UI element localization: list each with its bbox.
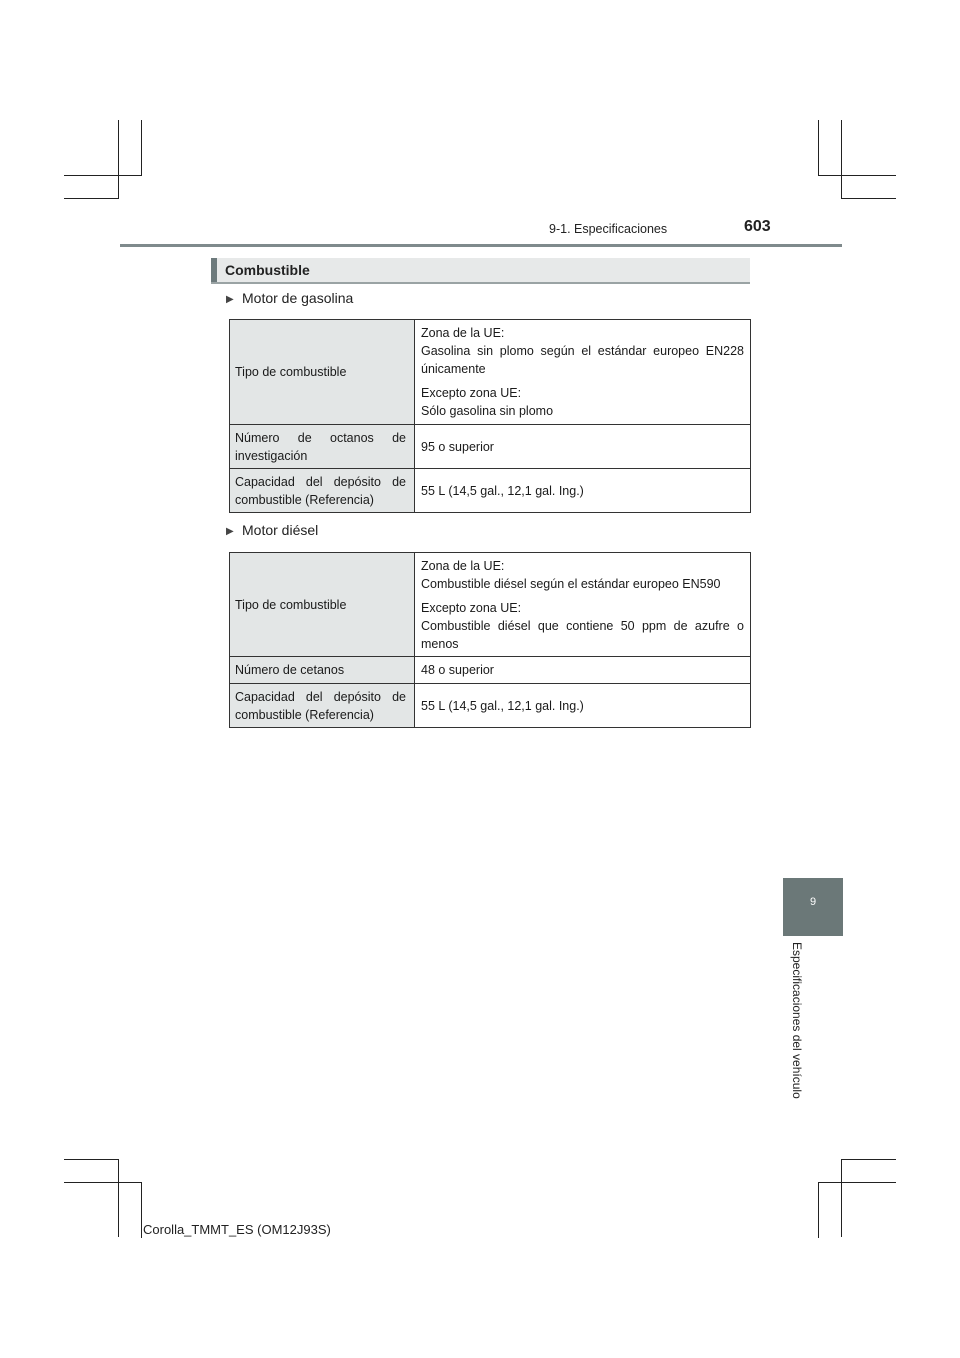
row-value: 55 L (14,5 gal., 12,1 gal. Ing.) [415, 469, 751, 513]
crop-mark [818, 1182, 896, 1183]
row-value [415, 320, 751, 425]
header-rule [120, 244, 842, 247]
row-label: Número de cetanos [230, 657, 415, 684]
crop-mark [64, 1159, 119, 1160]
crop-mark [141, 1182, 142, 1238]
value-paragraph: Excepto zona UE: Combustible diésel que contiene 50 ppm de azufre o menos [421, 600, 744, 651]
chapter-label: Especificaciones del vehículo [790, 942, 804, 1099]
page-number: 603 [744, 218, 771, 235]
gasoline-spec-table [229, 319, 751, 513]
row-value: 48 o superior [415, 657, 751, 684]
table-row [230, 553, 751, 657]
crop-mark [818, 175, 896, 176]
value-paragraph: Excepto zona UE: Sólo gasolina sin plomo [421, 386, 554, 418]
diesel-heading [226, 522, 318, 538]
row-value: 55 L (14,5 gal., 12,1 gal. Ing.) [415, 684, 751, 728]
value-paragraph: Zona de la UE: Gasolina sin plomo según el estándar europeo EN228 únicamente [421, 326, 744, 376]
table-row [230, 320, 751, 425]
footer-doc-id: Corolla_TMMT_ES (OM12J93S) [143, 1222, 331, 1237]
crop-mark [118, 120, 119, 198]
crop-mark [841, 1159, 842, 1237]
row-label: Número de octanos de investigación [230, 425, 415, 469]
row-value [415, 553, 751, 657]
crop-mark [841, 1159, 896, 1160]
crop-mark [841, 198, 896, 199]
row-value: 95 o superior [415, 425, 751, 469]
section-path: 9-1. Especificaciones [549, 222, 668, 236]
row-label: Capacidad del depósito de combustible (Referencia) [230, 684, 415, 728]
row-label: Capacidad del depósito de combustible (Referencia) [230, 469, 415, 513]
value-paragraph: Zona de la UE: Combustible diésel según el estándar europeo EN590 [421, 558, 721, 591]
table-row [230, 684, 751, 728]
crop-mark [818, 1182, 819, 1238]
gasoline-heading [226, 290, 353, 306]
crop-mark [118, 1159, 119, 1237]
row-label: Tipo de combustible [230, 553, 415, 657]
diesel-spec-table [229, 552, 751, 728]
diesel-heading-text: Motor diésel [242, 522, 319, 538]
crop-mark [64, 1182, 142, 1183]
crop-mark [64, 198, 119, 199]
row-label: Tipo de combustible [230, 320, 415, 425]
crop-mark [64, 175, 142, 176]
section-accent [211, 258, 217, 282]
crop-mark [818, 120, 819, 176]
chapter-number: 9 [809, 896, 817, 908]
section-title-bar [211, 258, 750, 284]
table-row [230, 469, 751, 513]
table-row [230, 657, 751, 684]
triangle-right-icon: ▶ [226, 526, 234, 537]
table-row [230, 425, 751, 469]
gasoline-heading-text: Motor de gasolina [242, 290, 354, 306]
section-title: Combustible [225, 262, 310, 278]
chapter-tab [783, 878, 843, 936]
triangle-right-icon: ▶ [226, 294, 234, 305]
crop-mark [141, 120, 142, 176]
crop-mark [841, 120, 842, 198]
